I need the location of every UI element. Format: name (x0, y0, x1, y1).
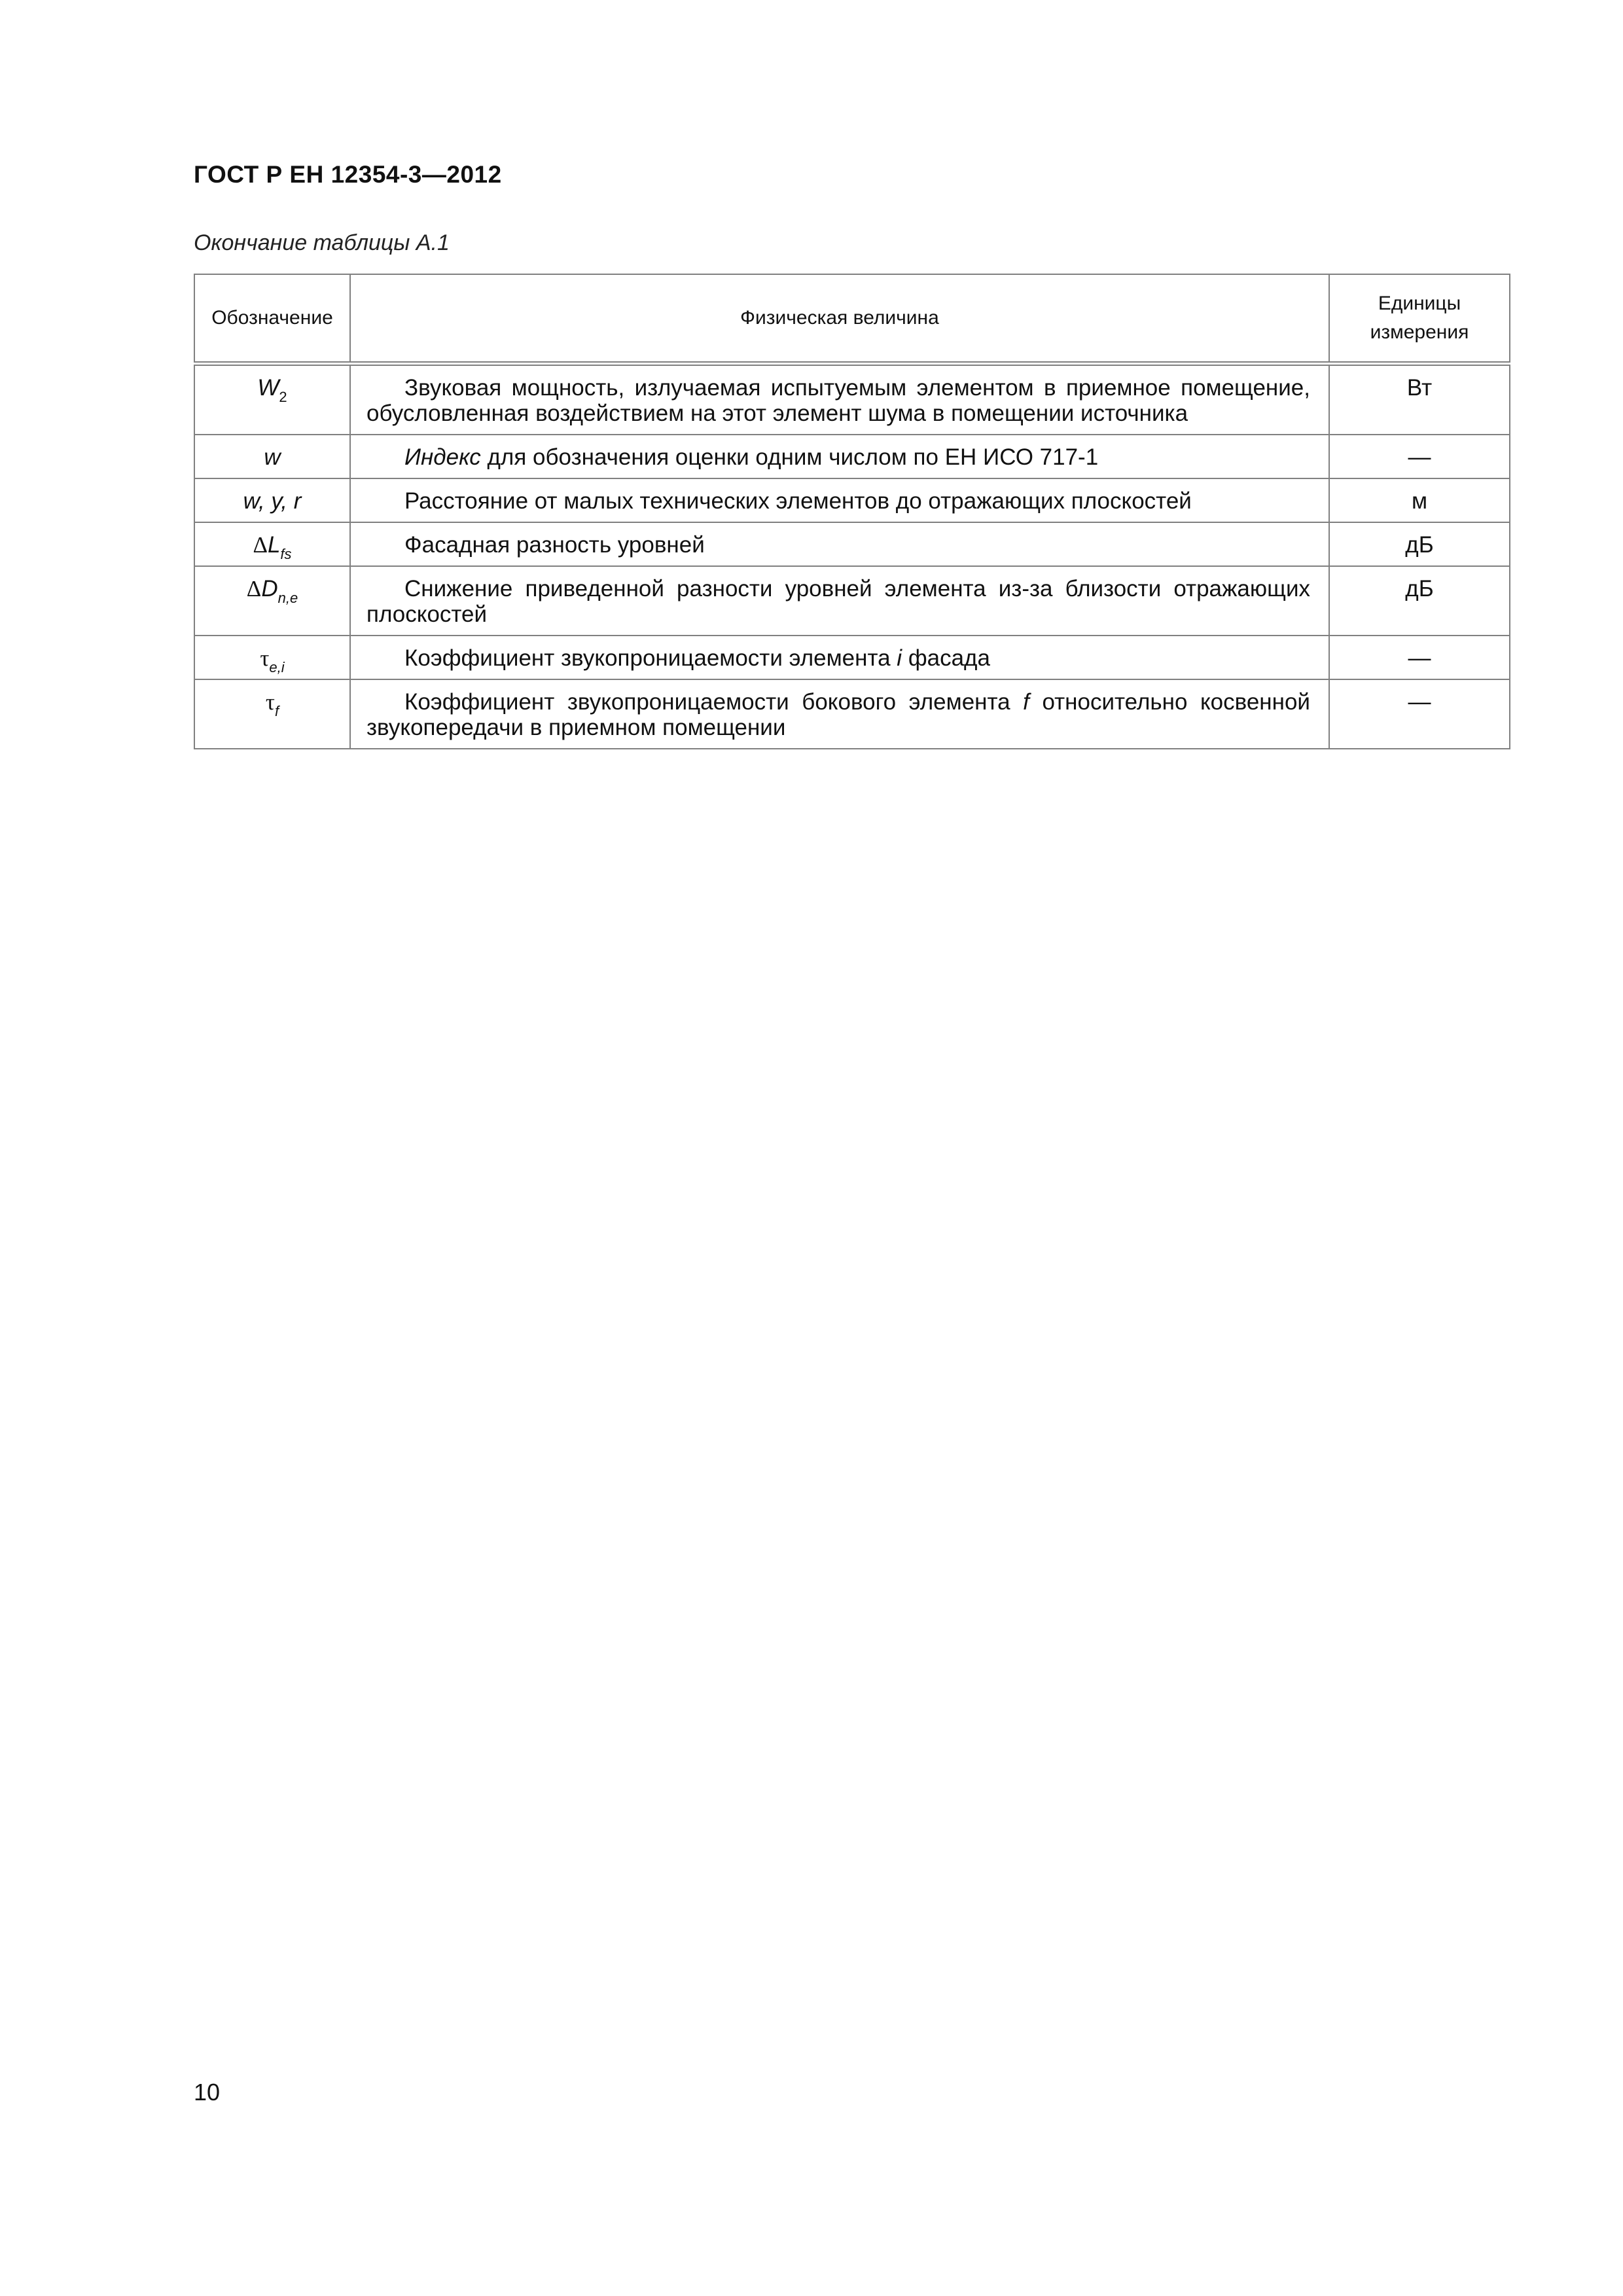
quantity-cell: Расстояние от малых технических элементов до отражающих плоскостей (350, 478, 1329, 522)
symbol-cell: $\Delta D_{n,e}$ (194, 566, 350, 636)
symbols-table (194, 274, 1510, 749)
table-row (194, 478, 1510, 522)
document-header: ГОСТ Р ЕН 12354-3—2012 (194, 161, 502, 188)
unit-cell: — (1329, 435, 1510, 478)
quantity-cell: Коэффициент звукопроницаемости элемента i фасада (350, 636, 1329, 679)
symbol-cell: $\tau_{e,i}$ (194, 636, 350, 679)
page-number: 10 (194, 2079, 221, 2106)
symbol-cell: $\tau_f$ (194, 679, 350, 749)
table-row (194, 435, 1510, 478)
table-row (194, 364, 1510, 435)
table-row (194, 636, 1510, 679)
quantity-cell: Индекс для обозначения оценки одним числом по ЕН ИСО 717-1 (350, 435, 1329, 478)
column-header-quantity: Физическая величина (350, 274, 1329, 364)
unit-cell: м (1329, 478, 1510, 522)
quantity-cell: Снижение приведенной разности уровней элемента из-за близости отражающих плоскостей (350, 566, 1329, 636)
unit-cell: — (1329, 636, 1510, 679)
unit-cell: — (1329, 679, 1510, 749)
quantity-cell: Коэффициент звукопроницаемости бокового элемента f относительно косвенной звукопередачи в приемном помещении (350, 679, 1329, 749)
column-header-symbol: Обозначение (194, 274, 350, 364)
table-row (194, 679, 1510, 749)
unit-cell: дБ (1329, 566, 1510, 636)
quantity-cell: Фасадная разность уровней (350, 522, 1329, 566)
table-row (194, 566, 1510, 636)
table-header-row (194, 274, 1510, 364)
table-row (194, 522, 1510, 566)
unit-cell: Вт (1329, 364, 1510, 435)
symbol-cell: w, y, r (194, 478, 350, 522)
symbol-cell: $W_2$ (194, 364, 350, 435)
symbol-cell: $\Delta L_{fs}$ (194, 522, 350, 566)
symbol-cell: w (194, 435, 350, 478)
quantity-cell: Звуковая мощность, излучаемая испытуемым элементом в приемное помещение, обусловленная воздействием на этот элемент шума в помещении источника (350, 364, 1329, 435)
column-header-units: Единицы измерения (1329, 274, 1510, 364)
table-caption: Окончание таблицы А.1 (194, 230, 450, 255)
unit-cell: дБ (1329, 522, 1510, 566)
